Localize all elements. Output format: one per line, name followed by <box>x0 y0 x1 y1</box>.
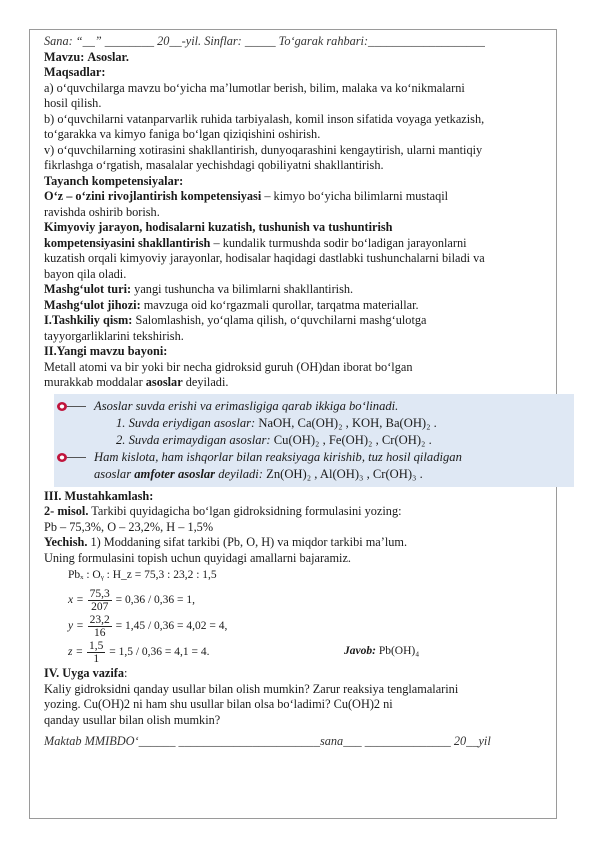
competencies-heading: Tayanch kompetensiyalar: <box>44 173 184 188</box>
topic-line <box>44 50 550 66</box>
y-result: = 1,45 / 0,36 = 4,02 = 4, <box>115 620 228 633</box>
competency-1-text: – kimyo bo‘yicha bilimlarni mustaqil <box>261 189 449 203</box>
homework-line-1: Kaliy gidroksidni qanday usullar bilan olish mumkin? Zarur reaksiya tenglamalarini <box>44 681 459 696</box>
lesson-equipment-value: mavzuga oid ko‘rgazmali qurollar, tarqatma materiallar. <box>140 297 419 312</box>
amphoteric-row-2 <box>54 466 574 483</box>
soluble-bases-formulas: NaOH, Ca(OH)₂ , KOH, Ba(OH)₂ . <box>255 415 437 430</box>
lesson-plan-document <box>44 34 550 750</box>
example-line <box>44 504 550 520</box>
x-fraction <box>88 588 112 613</box>
lesson-type-label: Mashg‘ulot turi: <box>44 282 132 296</box>
homework-heading: IV. Uyga vazifa <box>44 666 125 680</box>
pointer-bullet-icon <box>56 452 86 463</box>
ratio-row <box>68 568 550 588</box>
x-numerator: 75,3 <box>89 588 110 600</box>
goal-b-cont: to‘garakka va kimyo faniga bo‘lgan qiziqishini oshirish. <box>44 127 321 141</box>
competency-1-cont: ravishda oshirib borish. <box>44 204 160 219</box>
soluble-bases-row <box>54 415 574 432</box>
new-topic-text-end: deyiladi. <box>182 375 229 389</box>
organizational-cont: tayyorgarliklarini tekshirish. <box>44 328 184 343</box>
reinforcement-heading: III. Mustahkamlash: <box>44 488 154 503</box>
organizational-text: Salomlashish, yo‘qlama qilish, o‘quvchilarni mashg‘ulotga <box>132 313 427 327</box>
amphoteric-text: Ham kislota, ham ishqorlar bilan reaksiyaga kirishib, tuz hosil qiladigan <box>94 449 462 464</box>
header-line: Sana: “__” ________ 20__-yil. Sinflar: _____ To‘garak rahbari:___________________ <box>44 34 485 48</box>
new-topic-line-1: Metall atomi va bir yoki bir necha gidroksid guruh (OH)dan iborat bo‘lgan <box>44 359 413 374</box>
solution-label: Yechish. <box>44 535 88 549</box>
x-result: = 0,36 / 0,36 = 1, <box>115 594 196 607</box>
y-calc-row <box>68 614 550 640</box>
z-result: = 1,5 / 0,36 = 4,1 = 4. <box>109 646 210 659</box>
y-fraction <box>88 614 112 639</box>
box-title: Asoslar suvda erishi va erimasligiga qarab ikkiga bo‘linadi. <box>94 398 399 413</box>
goal-a-cont: hosil qilish. <box>44 96 102 110</box>
term-amfoter: amfoter asoslar <box>134 466 216 481</box>
answer-label: Javob: <box>344 645 376 657</box>
homework-heading-line <box>44 666 550 682</box>
goal-a: a) o‘quvchilarga mavzu bo‘yicha ma’lumotlar berish, bilim, malaka va ko‘nikmalarni <box>44 80 465 95</box>
goals-heading: Maqsadlar: <box>44 65 106 79</box>
amphoteric-text-3: deyiladi: <box>215 466 263 481</box>
y-numerator: 23,2 <box>89 614 110 626</box>
example-label: 2- misol. <box>44 504 89 518</box>
competency-2-title-cont: kompetensiyasini shakllantirish <box>44 235 211 250</box>
lesson-equipment-label: Mashg‘ulot jihozi: <box>44 297 141 312</box>
x-variable: x = <box>68 594 84 607</box>
solution-text: 1) Moddaning sifat tarkibi (Pb, O, H) va miqdor tarkibi ma’lum. <box>87 535 408 549</box>
z-denominator: 1 <box>93 653 100 665</box>
competency-2-end: bayon qila oladi. <box>44 266 127 281</box>
answer-value: Pb(OH)₄ <box>375 645 420 657</box>
x-calc-row <box>68 588 550 614</box>
new-topic-text: murakkab moddalar <box>44 375 146 389</box>
z-fraction <box>87 640 105 665</box>
insoluble-bases-formulas: Cu(OH)₂ , Fe(OH)₂ , Cr(OH)₂ . <box>270 432 432 447</box>
lesson-type-value: yangi tushuncha va bilimlarni shakllantirish. <box>131 282 354 296</box>
x-denominator: 207 <box>91 601 109 613</box>
ratio-formula: Pbₓ : Oᵧ : H_z = 75,3 : 23,2 : 1,5 <box>68 569 217 581</box>
goal-b: b) o‘quvchilarni vatanparvarlik ruhida tarbiyalash, komil inson sifatida voyaga yetkazish, <box>44 111 485 126</box>
new-topic-heading: II.Yangi mavzu bayoni: <box>44 344 168 358</box>
pointer-bullet-icon <box>56 401 86 412</box>
goal-v: v) o‘quvchilarning xotirasini shakllantirish, dunyoqarashini kengaytirish, ularni mantiqiy <box>44 142 483 157</box>
topic-label: Mavzu: <box>44 49 85 64</box>
amphoteric-row <box>54 449 574 466</box>
insoluble-bases-row <box>54 432 574 449</box>
goal-v-cont: fikrlashga o‘rgatish, masalalar yechishdagi qobiliyatni shakllantirish. <box>44 158 384 172</box>
organizational-part <box>44 313 550 329</box>
z-numerator: 1,5 <box>89 640 104 652</box>
competency-2-cont: kuzatish orqali kimyoviy jarayonlar, hodisalar haqidagi dastlabki tushunchalarni biladi va <box>44 251 485 265</box>
competency-2-title: Kimyoviy jarayon, hodisalarni kuzatish, tushunish va tushuntirish <box>44 220 393 234</box>
calculation-block <box>68 568 550 666</box>
box-title-row <box>54 398 574 415</box>
competency-1-title: O‘z – o‘zini rivojlantirish kompetensiyasi <box>44 189 262 203</box>
competency-2-text: – kundalik turmushda sodir bo‘ladigan jarayonlarni <box>210 235 467 250</box>
composition-line: Pb – 75,3%, O – 23,2%, H – 1,5% <box>44 519 214 534</box>
insoluble-bases-label: 2. Suvda erimaydigan asoslar: <box>116 432 271 447</box>
footer-line: Maktab MMIBDO‘______ _______________________sana___ ______________ 20__yil <box>44 734 491 748</box>
answer <box>344 644 419 660</box>
solution-line <box>44 535 550 551</box>
soluble-bases-label: 1. Suvda eriydigan asoslar: <box>116 415 256 430</box>
z-calc-row <box>68 640 550 666</box>
amphoteric-formulas: Zn(OH)₂ , Al(OH)₃ , Cr(OH)₃ . <box>263 466 423 481</box>
homework-line-2: yozing. Cu(OH)2 ni ham shu usullar bilan olsa bo‘ladimi? Cu(OH)2 ni <box>44 697 393 711</box>
y-variable: y = <box>68 620 84 633</box>
classification-box <box>54 394 574 487</box>
lesson-type <box>44 282 550 298</box>
y-denominator: 16 <box>93 627 106 639</box>
solution-line-2: Uning formulasini topish uchun quyidagi amallarni bajaramiz. <box>44 550 352 565</box>
competency-2 <box>44 236 550 252</box>
organizational-label: I.Tashkiliy qism: <box>44 313 133 327</box>
example-text: Tarkibi quyidagicha bo‘lgan gidroksidning formulasini yozing: <box>88 504 402 518</box>
amphoteric-text-2: asoslar <box>94 466 135 481</box>
homework-colon: : <box>124 666 128 680</box>
lesson-equipment <box>44 298 550 314</box>
topic-value: Asoslar. <box>87 49 129 64</box>
term-asoslar: asoslar <box>145 375 183 389</box>
homework-line-3: qanday usullar bilan olish mumkin? <box>44 712 221 727</box>
new-topic-line-2 <box>44 375 550 391</box>
z-variable: z = <box>68 646 84 659</box>
competency-1 <box>44 189 550 205</box>
